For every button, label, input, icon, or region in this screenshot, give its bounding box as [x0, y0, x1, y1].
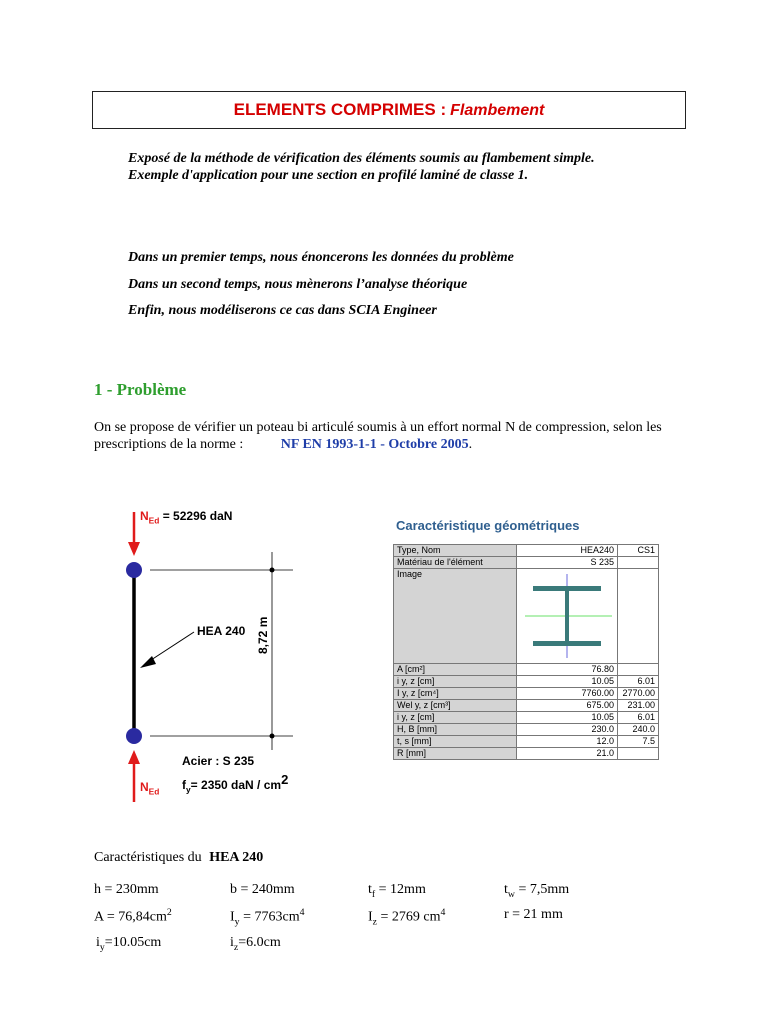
table-cell: CS1	[618, 545, 659, 557]
title-box	[92, 91, 686, 129]
profile-label: HEA 240	[197, 624, 246, 638]
section-image-cell	[517, 569, 618, 664]
bottom-flange	[533, 641, 601, 646]
norm-reference: NF EN 1993-1-1 - Octobre 2005	[280, 437, 469, 452]
table-cell: 675.00	[517, 700, 618, 712]
problem-text-2-label: prescriptions de la norme :	[94, 437, 244, 452]
table-cell: i y, z [cm]	[394, 676, 517, 688]
table-cell: S 235	[517, 557, 618, 569]
intro-step-3: Enfin, nous modéliserons ce cas dans SCIA Engineer	[128, 303, 437, 318]
table-row	[394, 712, 659, 724]
title-main: ELEMENTS COMPRIMES :	[233, 100, 447, 119]
intro-line-2: Exemple d'application pour une section en profilé laminé de classe 1.	[128, 168, 529, 183]
table-cell	[618, 569, 659, 664]
table-cell: 10.05	[517, 712, 618, 724]
table-row	[394, 557, 659, 569]
prop-Iz: $I_z = 2769$ $cm^4$	[368, 907, 446, 928]
table-cell: A [cm²]	[394, 664, 517, 676]
force-value: = 52296 daN	[162, 509, 233, 523]
table-cell: H, B [mm]	[394, 724, 517, 736]
dim-top-dot	[270, 568, 275, 573]
norm-end: .	[468, 437, 473, 452]
table-cell	[618, 557, 659, 569]
table-cell: Matériau de l'élément	[394, 557, 517, 569]
table-row	[394, 724, 659, 736]
table-row	[394, 664, 659, 676]
table-cell: 231.00	[618, 700, 659, 712]
table-cell: R [mm]	[394, 748, 517, 760]
top-flange	[533, 586, 601, 591]
force-label-top	[140, 509, 232, 525]
table-cell: 6.01	[618, 676, 659, 688]
profile-pointer-line	[148, 632, 194, 662]
prop-b: b = 240mm	[230, 882, 295, 897]
prop-iy: $i_y=10.05cm$	[96, 935, 162, 953]
force-symbol-top: $N_{Ed}$	[140, 509, 160, 526]
problem-text-2	[94, 436, 472, 453]
table-cell: HEA240	[517, 545, 618, 557]
table-cell: Image	[394, 569, 517, 664]
section-title: 1 - Problème	[94, 380, 187, 399]
dim-bottom-dot	[270, 734, 275, 739]
intro-step-1: Dans un premier temps, nous énoncerons les données du problème	[128, 250, 514, 265]
table-cell: 230.0	[517, 724, 618, 736]
table-cell: I y, z [cm⁴]	[394, 688, 517, 700]
props-heading-profile: HEA 240	[209, 850, 264, 865]
prop-A: $A = 76,84cm^2$	[94, 907, 172, 925]
bottom-force-arrowhead	[128, 750, 140, 764]
table-row-image	[394, 569, 659, 664]
prop-tw: $t_w = 7,5mm$	[504, 882, 570, 900]
geo-table	[393, 544, 659, 760]
table-cell: 2770.00	[618, 688, 659, 700]
steel-label: Acier : S 235	[182, 754, 255, 768]
table-row	[394, 688, 659, 700]
prop-Iy: $I_y = 7763cm^4$	[230, 907, 305, 928]
intro-step-2: Dans un second temps, nous mènerons l’analyse théorique	[128, 277, 468, 292]
table-cell: i y, z [cm]	[394, 712, 517, 724]
table-row	[394, 748, 659, 760]
table-cell: 6.01	[618, 712, 659, 724]
table-row	[394, 736, 659, 748]
top-node	[126, 562, 142, 578]
problem-text-1: On se propose de vérifier un poteau bi articulé soumis à un effort normal N de compression, selon les	[94, 420, 662, 435]
table-cell: 21.0	[517, 748, 618, 760]
table-cell: 10.05	[517, 676, 618, 688]
table-cell: 7.5	[618, 736, 659, 748]
i-beam-icon	[520, 570, 614, 660]
table-cell: 76.80	[517, 664, 618, 676]
length-label: 8,72 m	[256, 616, 270, 654]
props-heading	[94, 849, 263, 866]
force-symbol-bottom: $N_{Ed}$	[140, 780, 160, 797]
table-cell	[618, 664, 659, 676]
prop-tf: $t_f = 12mm$	[368, 882, 426, 900]
title-sub: Flambement	[450, 102, 545, 119]
table-row	[394, 700, 659, 712]
table-cell: Wel y, z [cm³]	[394, 700, 517, 712]
intro-line-1: Exposé de la méthode de vérification des éléments soumis au flambement simple.	[128, 151, 595, 166]
top-force-arrowhead	[128, 542, 140, 556]
table-cell: 240.0	[618, 724, 659, 736]
table-row	[394, 676, 659, 688]
table-cell: Type, Nom	[394, 545, 517, 557]
prop-h: h = 230mm	[94, 882, 159, 897]
table-row	[394, 545, 659, 557]
fy-label: $f_y= 2350$ daN / $cm^2$	[182, 772, 289, 795]
bottom-node	[126, 728, 142, 744]
prop-iz: $i_z=6.0cm$	[230, 935, 281, 953]
table-cell: 7760.00	[517, 688, 618, 700]
prop-r: r = 21 mm	[504, 907, 563, 922]
table-cell	[618, 748, 659, 760]
props-heading-text: Caractéristiques du	[94, 850, 202, 865]
geo-table-title: Caractéristique géométriques	[396, 518, 580, 533]
web	[565, 591, 569, 641]
table-cell: t, s [mm]	[394, 736, 517, 748]
table-cell: 12.0	[517, 736, 618, 748]
